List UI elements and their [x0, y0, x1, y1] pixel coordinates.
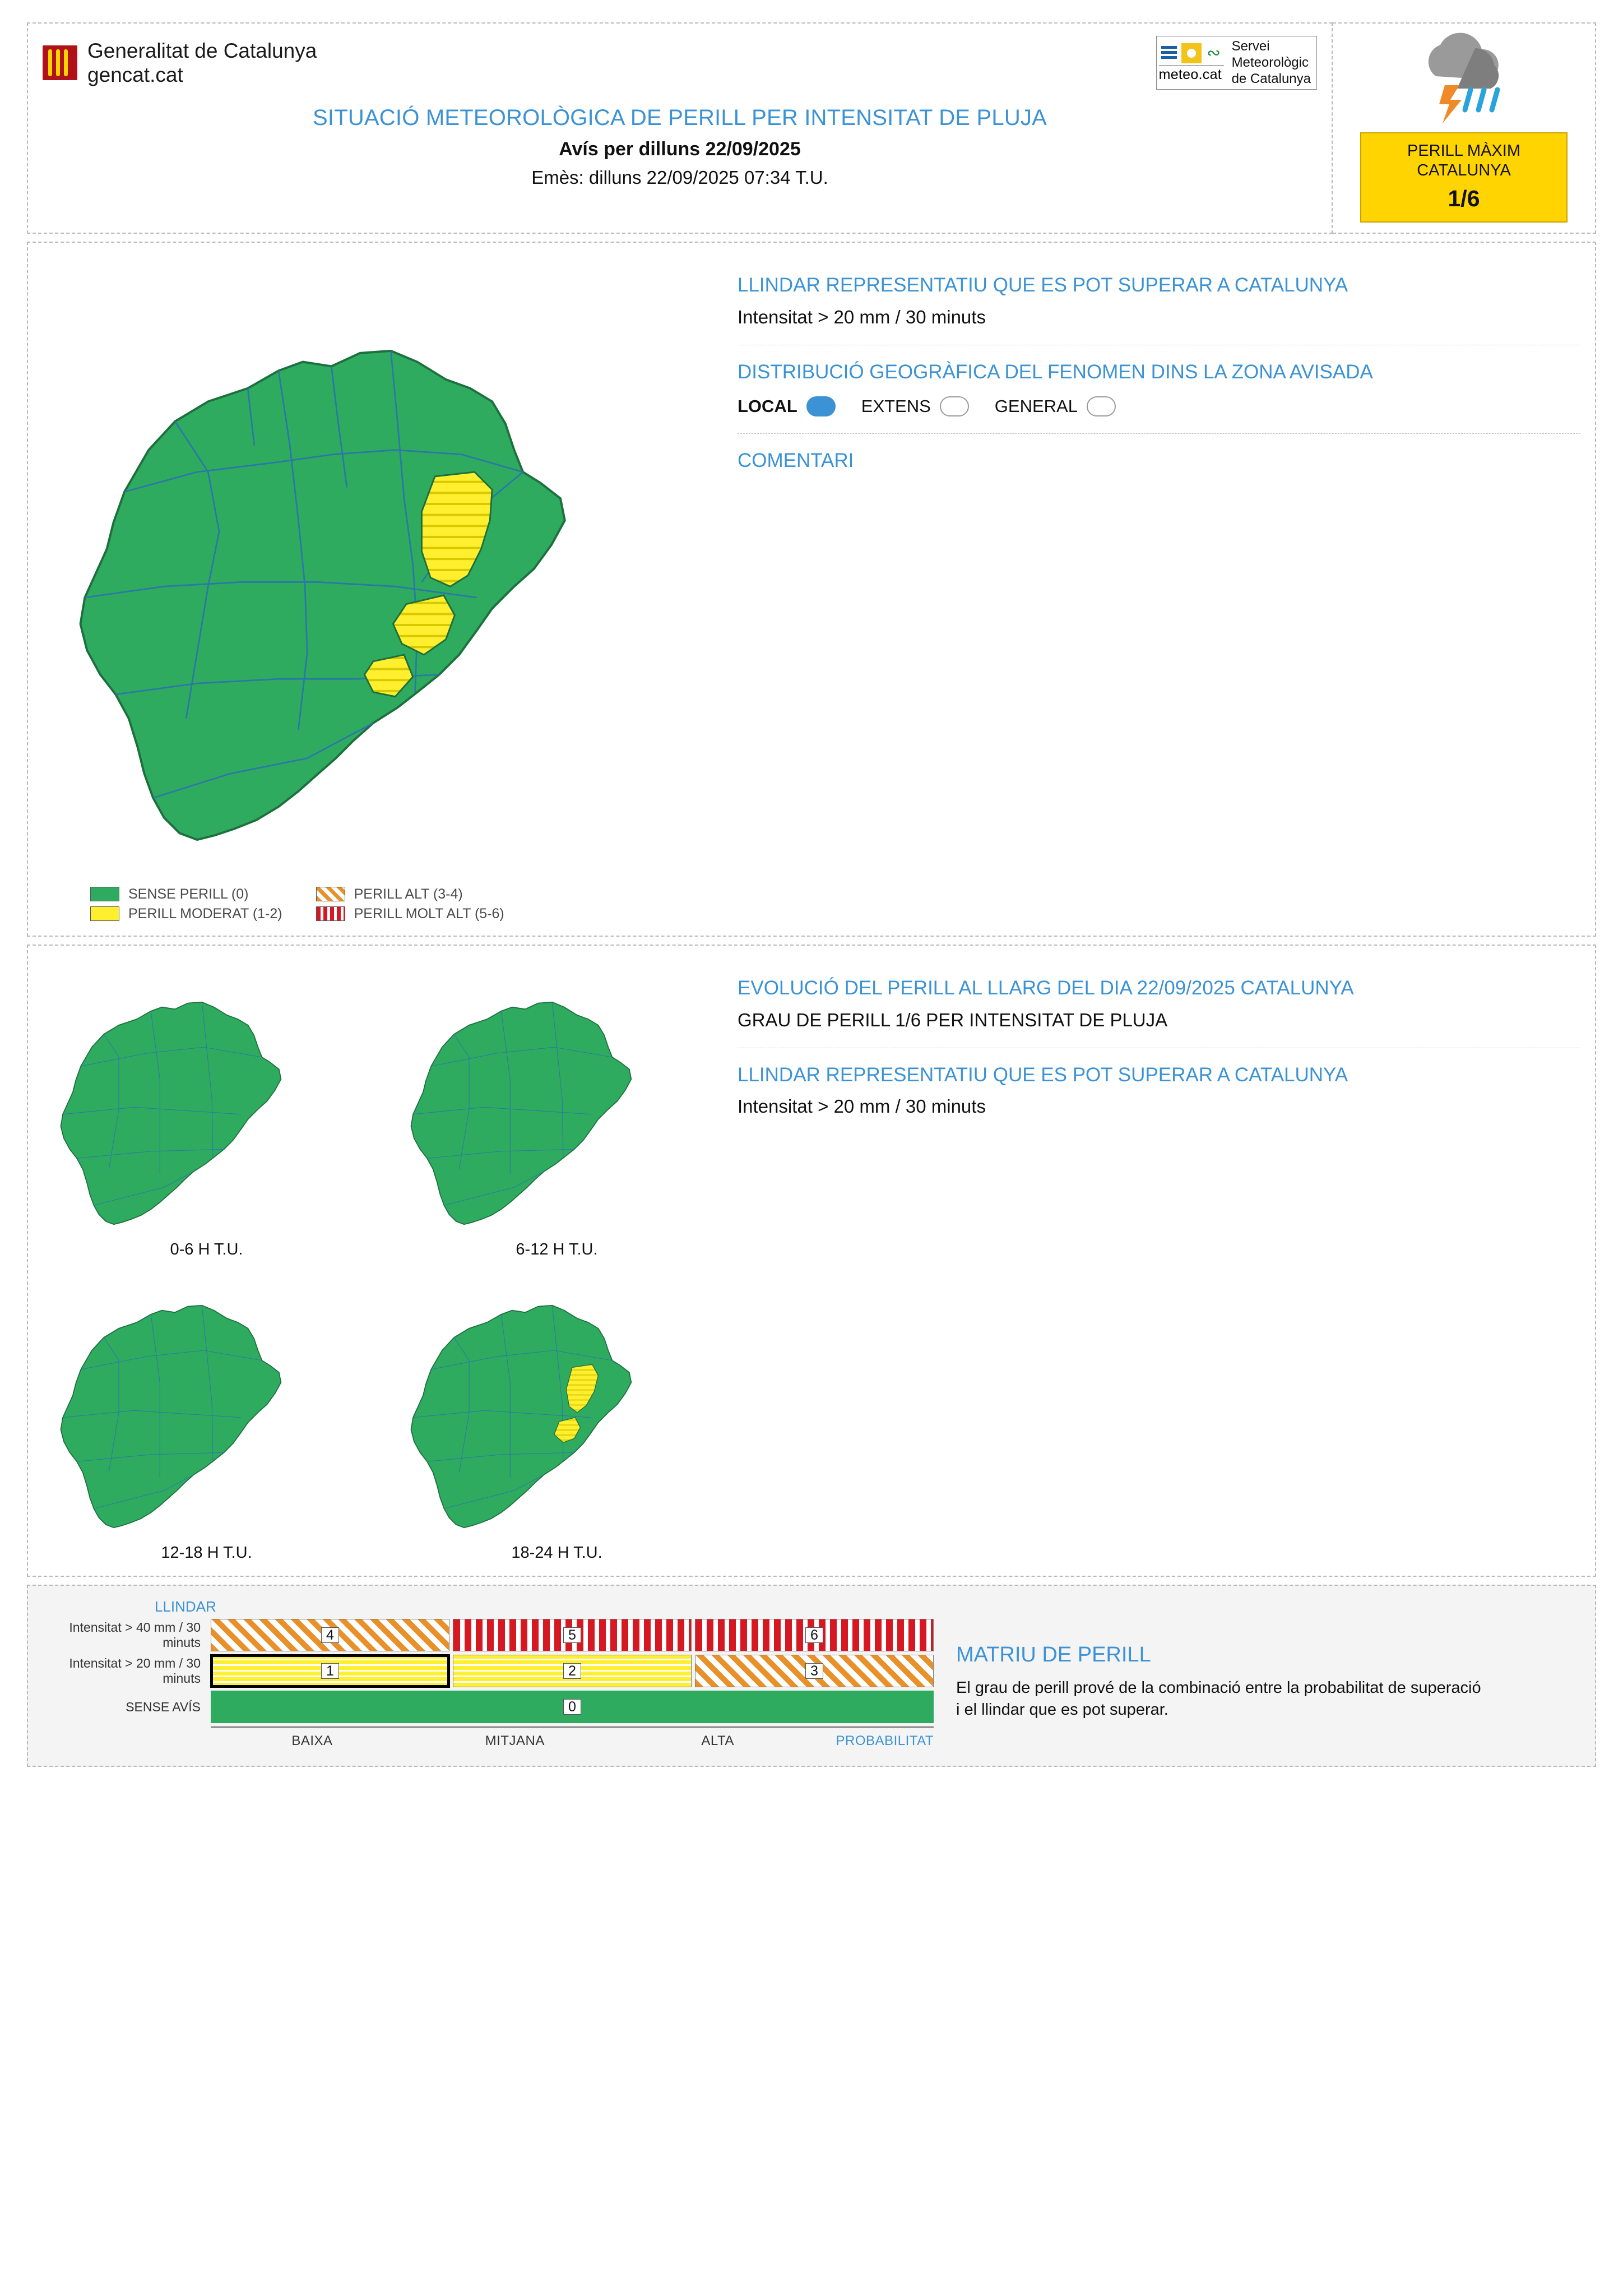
- matrix-cell-4[interactable]: [211, 1619, 449, 1651]
- matrix-row: [43, 1655, 934, 1687]
- comment-title: COMENTARI: [738, 450, 854, 472]
- header-logos-row: [43, 36, 1317, 90]
- matrix-x-axis-title: PROBABILITAT: [836, 1733, 934, 1748]
- matrix-row-cells: [211, 1691, 934, 1723]
- matrix-cell-value: 0: [563, 1699, 581, 1715]
- legend-label: PERILL ALT (3-4): [354, 886, 463, 902]
- matrix-row-label-no-warning: SENSE AVÍS: [126, 1699, 201, 1714]
- matrix-x-label-alta: ALTA: [701, 1733, 734, 1748]
- max-danger-label-2: CATALUNYA: [1417, 161, 1511, 179]
- matrix-cell-5[interactable]: [453, 1619, 692, 1651]
- wind-icon: ∾: [1206, 43, 1221, 62]
- evolution-panel: [27, 945, 1596, 1577]
- threshold-title: LLINDAR REPRESENTATIU QUE ES POT SUPERAR A CATALUNYA: [738, 274, 1348, 296]
- matrix-cell-value: 1: [321, 1663, 339, 1679]
- evolution-caption: 12-18 H T.U.: [161, 1543, 252, 1562]
- matrix-cell-value: 6: [805, 1627, 823, 1643]
- title-block: [43, 105, 1317, 188]
- evolution-threshold-value: Intensitat > 20 mm / 30 minuts: [738, 1096, 986, 1117]
- main-warning-details: [721, 256, 1580, 922]
- evolution-caption: 0-6 H T.U.: [170, 1240, 243, 1258]
- generalitat-mark-icon: [43, 45, 77, 80]
- distribution-label-extens: EXTENS: [861, 396, 931, 416]
- radio-general-icon[interactable]: [1087, 396, 1116, 416]
- matrix-y-axis-title: LLINDAR: [155, 1598, 216, 1615]
- legend-item: [90, 906, 282, 922]
- main-warning-panel: [27, 242, 1596, 937]
- matrix-row-label: Intensitat > 40 mm / 30 minuts: [69, 1620, 201, 1650]
- legend-label: PERILL MOLT ALT (5-6): [354, 905, 504, 922]
- distribution-options: [738, 396, 1580, 416]
- matrix-row: [43, 1619, 934, 1651]
- matrix-row-no-warning: [43, 1691, 934, 1723]
- service-line-1: Servei: [1231, 39, 1270, 54]
- danger-matrix-panel: [27, 1585, 1596, 1767]
- matrix-x-axis: [211, 1726, 934, 1728]
- catalonia-map-main: [43, 256, 704, 873]
- catalonia-map-18-24: [393, 1262, 695, 1543]
- evolution-maps: [43, 959, 721, 1562]
- max-danger-value: 1/6: [1448, 185, 1480, 211]
- matrix-cell-6[interactable]: [695, 1619, 934, 1651]
- legend-label: SENSE PERILL (0): [128, 886, 249, 902]
- max-danger-badge: [1360, 132, 1568, 223]
- matrix-x-axis-labels: [211, 1733, 934, 1749]
- divider: [738, 433, 1580, 434]
- matrix-x-label-baixa: BAIXA: [291, 1733, 333, 1748]
- matrix-cell-2[interactable]: [453, 1655, 692, 1687]
- max-danger-label-1: PERILL MÀXIM: [1407, 142, 1520, 160]
- bars-icon: [1159, 43, 1179, 63]
- matrix-cell-value: 3: [805, 1663, 823, 1679]
- danger-matrix-chart: [43, 1598, 934, 1749]
- legend-column-1: [90, 886, 282, 922]
- org-name: Generalitat de Catalunya: [87, 39, 317, 62]
- matrix-cell-value: 5: [563, 1627, 581, 1643]
- legend-swatch-yellow: [90, 906, 119, 921]
- service-line-2: Meteorològic: [1231, 54, 1309, 70]
- threshold-value: Intensitat > 20 mm / 30 minuts: [738, 306, 986, 327]
- distribution-label-local: LOCAL: [738, 396, 797, 416]
- map-legend: [43, 886, 721, 922]
- distribution-label-general: GENERAL: [994, 396, 1078, 416]
- issued-timestamp: Emès: dilluns 22/09/2025 07:34 T.U.: [531, 167, 828, 188]
- header-side: [1333, 22, 1596, 234]
- thunderstorm-icon: [1408, 31, 1520, 127]
- evolution-map-cell: [393, 1262, 721, 1562]
- distribution-option-local[interactable]: [738, 396, 836, 416]
- matrix-title: MATRIU DE PERILL: [956, 1642, 1151, 1667]
- service-line-3: de Catalunya: [1231, 71, 1311, 86]
- distribution-title: DISTRIBUCIÓ GEOGRÀFICA DEL FENOMEN DINS LA ZONA AVISADA: [738, 360, 1373, 383]
- legend-label: PERILL MODERAT (1-2): [128, 905, 282, 922]
- main-map-container: [43, 256, 721, 922]
- catalonia-map-6-12: [393, 959, 695, 1239]
- legend-swatch-green: [90, 887, 119, 901]
- evolution-degree: GRAU DE PERILL 1/6 PER INTENSITAT DE PLUJA: [738, 1009, 1168, 1030]
- meteocat-service-name: [1232, 39, 1311, 87]
- org-domain: gencat.cat: [87, 63, 183, 87]
- catalonia-map-0-6: [43, 959, 345, 1239]
- matrix-x-label-mitjana: MITJANA: [485, 1733, 545, 1748]
- evolution-caption: 6-12 H T.U.: [516, 1240, 598, 1258]
- evolution-map-cell: [43, 959, 370, 1259]
- legend-swatch-red: [316, 906, 345, 921]
- generalitat-logo-text: [87, 39, 317, 87]
- matrix-cell-value: 4: [321, 1627, 339, 1643]
- evolution-title: EVOLUCIÓ DEL PERILL AL LLARG DEL DIA 22/09/2025 CATALUNYA: [738, 976, 1354, 999]
- meteocat-icons: [1159, 43, 1224, 63]
- evolution-map-cell: [43, 1262, 370, 1562]
- warning-subtitle: Avís per dilluns 22/09/2025: [559, 138, 801, 160]
- meteocat-logo: [1156, 36, 1317, 90]
- matrix-row-label: Intensitat > 20 mm / 30 minuts: [69, 1656, 201, 1686]
- radio-extens-icon[interactable]: [940, 396, 969, 416]
- legend-item: [90, 886, 282, 902]
- sun-icon: [1181, 43, 1202, 63]
- catalonia-map-12-18: [43, 1262, 345, 1543]
- evolution-map-grid: [43, 959, 721, 1562]
- evolution-map-cell: [393, 959, 721, 1259]
- legend-swatch-orange: [316, 887, 345, 901]
- legend-column-2: [316, 886, 504, 922]
- matrix-cell-0[interactable]: [211, 1691, 934, 1723]
- meteocat-wordmark: meteo.cat: [1159, 65, 1224, 83]
- distribution-option-extens[interactable]: [861, 396, 969, 416]
- matrix-row-cells: [211, 1619, 934, 1651]
- evolution-caption: 18-24 H T.U.: [511, 1543, 602, 1562]
- matrix-cell-3[interactable]: [695, 1655, 934, 1687]
- radio-local-icon[interactable]: [806, 396, 836, 416]
- evolution-details: [721, 959, 1580, 1562]
- legend-item: [316, 886, 504, 902]
- evolution-threshold-title: LLINDAR REPRESENTATIU QUE ES POT SUPERAR A CATALUNYA: [738, 1063, 1348, 1086]
- matrix-row-cells: [211, 1655, 934, 1687]
- danger-matrix-description: [934, 1598, 1580, 1749]
- header: [27, 22, 1596, 234]
- header-main: [27, 22, 1333, 234]
- distribution-option-general[interactable]: [995, 396, 1116, 416]
- matrix-table: [43, 1619, 934, 1749]
- matrix-cell-value: 2: [563, 1663, 581, 1679]
- page-title: SITUACIÓ METEOROLÒGICA DE PERILL PER INTENSITAT DE PLUJA: [313, 105, 1047, 131]
- matrix-cell-1-selected[interactable]: [211, 1655, 449, 1687]
- meteocat-logo-left: [1159, 43, 1224, 83]
- generalitat-logo: [43, 39, 317, 87]
- legend-item: [316, 906, 504, 922]
- matrix-description-text: El grau de perill prové de la combinació entre la probabilitat de superació i el llindar que es pot superar.: [956, 1678, 1481, 1719]
